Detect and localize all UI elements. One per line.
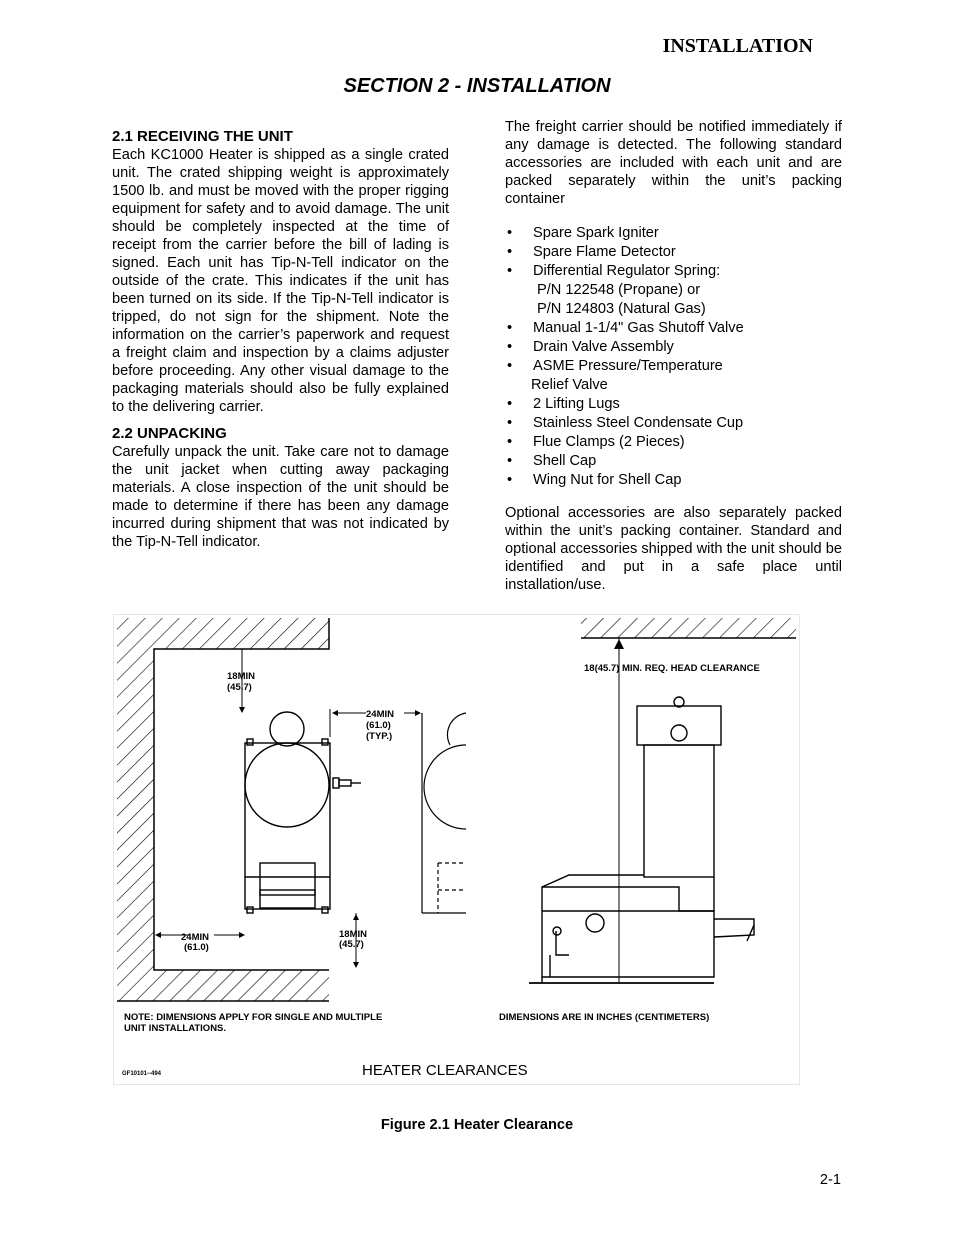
note-line-2: UNIT INSTALLATIONS. (124, 1023, 227, 1034)
dimension-lines (156, 649, 420, 967)
carrier-notice-paragraph: The freight carrier should be notified immediately if any damage is detected. The following standard accessories are included with each unit and are packed separately within the unit’s packing container (505, 119, 842, 207)
receiving-paragraph: Each KC1000 Heater is shipped as a single crated unit. The crated shipping weight is approximately 1500 lb. and must be moved with the proper rigging equipment for safety and to avoid damage. The unit should be completely inspected at the time of receipt from the carrier before the bill of lading is signed. Each unit has Tip-N-Tell indicator on the outside of the crate. This indicates if the unit has been turned on its side. If the Tip-N-Tell indicator is tripped, do not sign for the shipment. Note the information on the carrier’s paperwork and request a freight claim and inspection by a claims adjuster before proceeding. Any other visual damage to the packaging materials should also be fully explained to the delivering carrier. (112, 147, 449, 415)
list-item: • Stainless Steel Condensate Cup (507, 415, 744, 431)
dim-top-min: 18MIN (227, 671, 255, 682)
dim-top-cm: (45.7) (227, 682, 252, 693)
adjacent-heater-outline (422, 713, 466, 913)
wall-hatch-left (117, 618, 329, 1001)
optional-accessories-paragraph: Optional accessories are also separately packed within the unit’s packing container. Standard and optional accessories shipped with the unit should be identified and put in a safe place until installation/use. (505, 505, 842, 593)
bullet-icon: • (507, 472, 513, 488)
list-item: • Shell Cap (507, 453, 597, 469)
left-column (112, 128, 449, 551)
list-item: • Spare Flame Detector (507, 244, 676, 260)
dim-side-min: 24MIN (366, 709, 394, 720)
bullet-icon: • (507, 415, 513, 431)
figure-caption: Figure 2.1 Heater Clearance (380, 1117, 574, 1133)
page-number: 2-1 (819, 1172, 841, 1188)
dim-side-cm: (61.0) (366, 720, 391, 731)
heater-clearance-figure (113, 614, 800, 1085)
heater-clearance-drawing (114, 615, 799, 1084)
heading-unpacking: 2.2 UNPACKING (112, 425, 227, 442)
heading-receiving: 2.1 RECEIVING THE UNIT (112, 128, 293, 145)
right-column (505, 118, 842, 594)
bullet-icon: • (507, 244, 513, 260)
dimensions-note: DIMENSIONS ARE IN INCHES (CENTIMETERS) (499, 1012, 710, 1023)
dim-left-cm: (61.0) (184, 942, 209, 953)
head-clearance-label: 18(45.7) MIN. REQ. HEAD CLEARANCE (584, 663, 760, 674)
dim-front-cm: (45.7) (339, 939, 364, 950)
ceiling-hatch (581, 618, 796, 638)
list-item: • Flue Clamps (2 Pieces) (507, 434, 685, 450)
note-line-1: NOTE: DIMENSIONS APPLY FOR SINGLE AND MULTIPLE (124, 1012, 383, 1023)
bullet-icon: • (507, 396, 513, 412)
accessory-list (505, 224, 842, 490)
list-item: • 2 Lifting Lugs (507, 396, 620, 412)
list-item: • Wing Nut for Shell Cap (507, 472, 682, 488)
bullet-icon: • (507, 339, 513, 355)
list-item: • Differential Regulator Spring: P/N 122548 (Propane) or P/N 124803 (Natural Gas) (505, 262, 842, 319)
dim-front-min: 18MIN (339, 929, 367, 940)
dim-left-min: 24MIN (181, 932, 209, 943)
list-item: • Drain Valve Assembly (507, 339, 674, 355)
dim-side-typ: (TYP.) (366, 731, 393, 742)
bullet-icon: • (507, 358, 513, 374)
bullet-icon: • (507, 225, 513, 241)
list-item: • ASME Pressure/Temperature Relief Valve (505, 357, 842, 395)
drawing-id: GF10101--494 (122, 1071, 162, 1077)
part-number-natural-gas: P/N 124803 (Natural Gas) (537, 301, 706, 317)
bullet-icon: • (507, 453, 513, 469)
bullet-icon: • (507, 263, 513, 279)
part-number-propane: P/N 122548 (Propane) or (537, 282, 701, 298)
running-header: INSTALLATION (662, 35, 813, 57)
list-item: • Manual 1-1/4" Gas Shutoff Valve (507, 320, 744, 336)
heater-elevation-view (529, 638, 754, 983)
bullet-icon: • (507, 434, 513, 450)
relief-valve-line: Relief Valve (531, 377, 608, 393)
bullet-icon: • (507, 320, 513, 336)
section-title: SECTION 2 - INSTALLATION (343, 75, 611, 97)
list-item: • Spare Spark Igniter (507, 225, 659, 241)
heater-plan-view (245, 712, 361, 913)
unpacking-paragraph: Carefully unpack the unit. Take care not to damage the unit jacket when cutting away packaging materials. A close inspection of the unit should be made to determine if there has been any damage incurred during shipment that was not indicated by the Tip-N-Tell indicator. (112, 444, 449, 550)
drawing-title: HEATER CLEARANCES (362, 1062, 528, 1079)
